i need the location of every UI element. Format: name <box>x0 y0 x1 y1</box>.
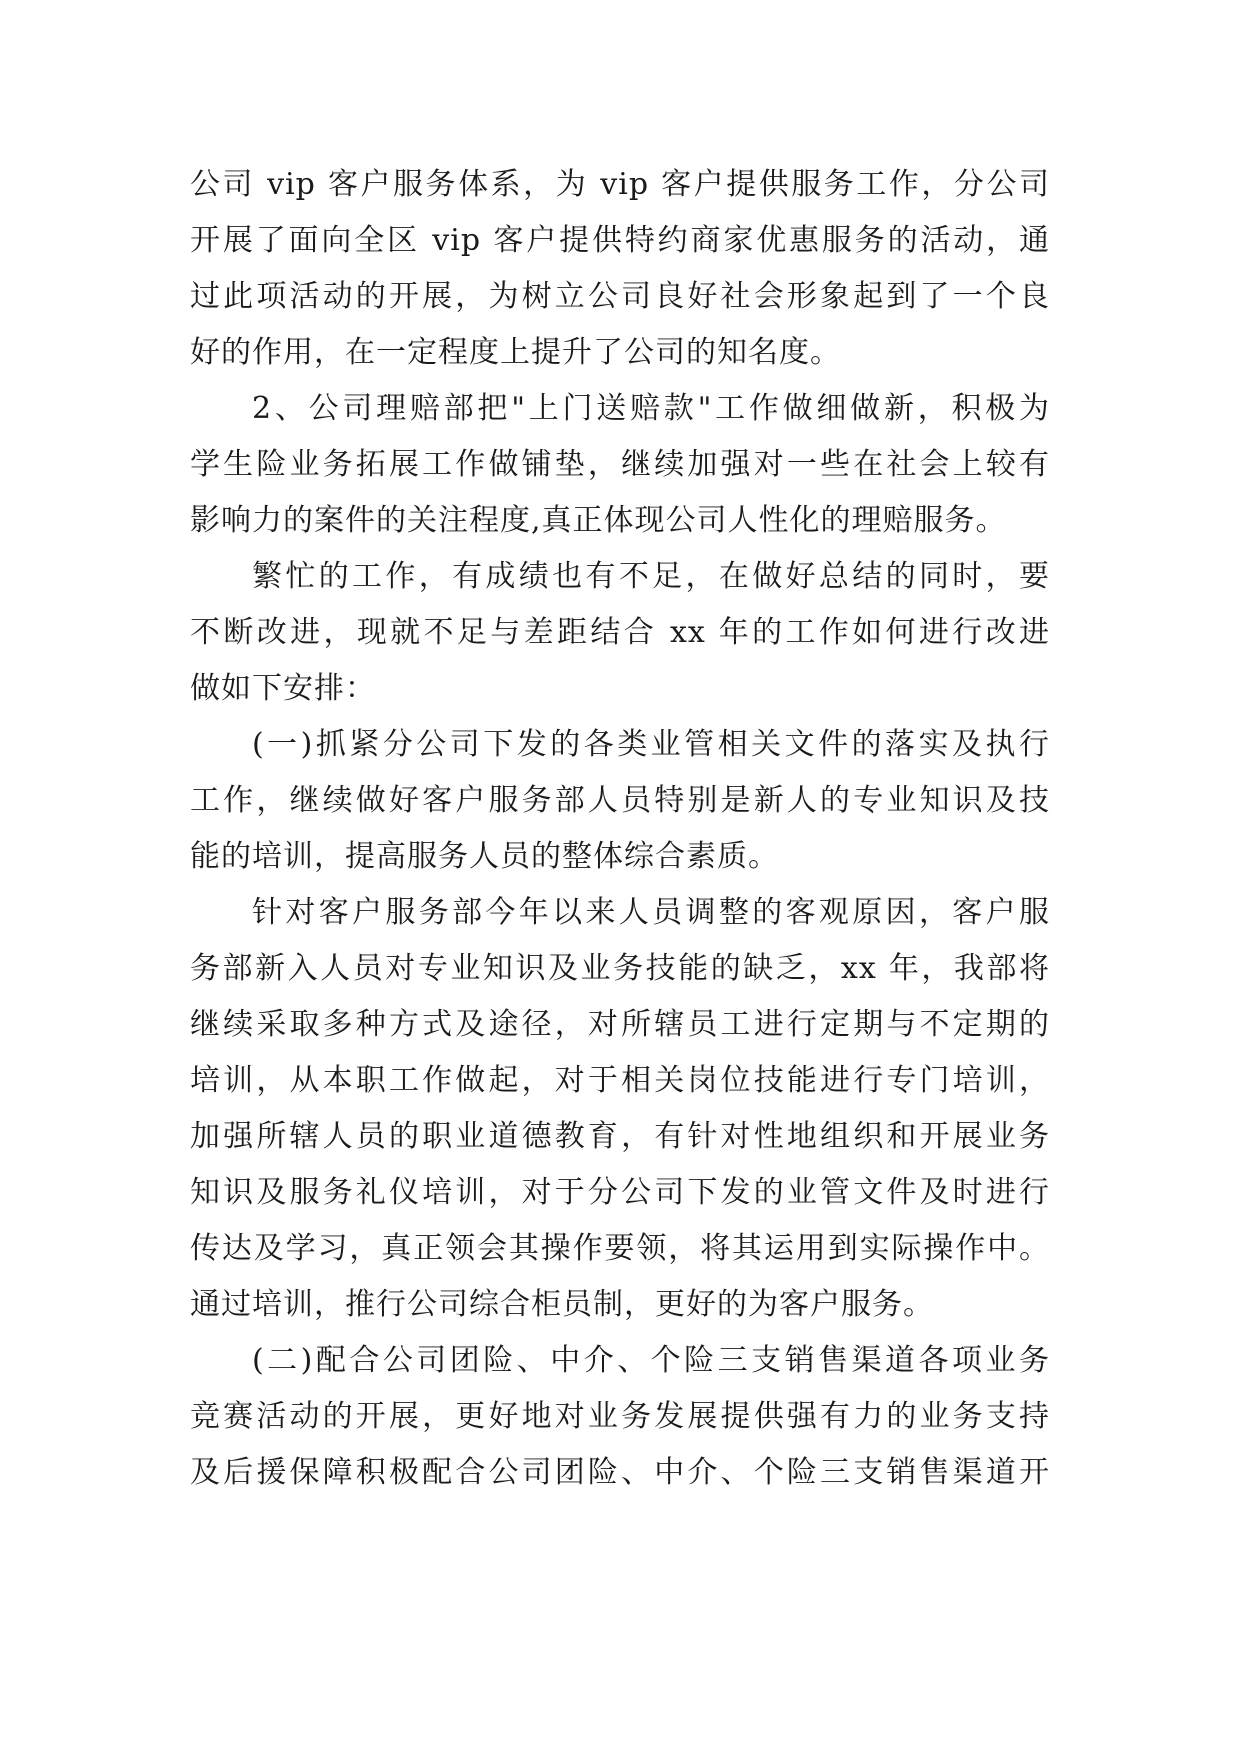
text-line: 公司 vip 客户服务体系，为 vip 客户提供服务工作，分公司 <box>190 167 1050 202</box>
text-line: 继续采取多种方式及途径，对所辖员工进行定期与不定期的 <box>190 1007 1050 1042</box>
paragraph-first-line: 2、公司理赔部把"上门送赔款"工作做细做新，积极为 <box>252 391 1050 426</box>
text-line: 务部新入人员对专业知识及业务技能的缺乏，xx 年，我部将 <box>190 951 1050 986</box>
text-line: 影响力的案件的关注程度,真正体现公司人性化的理赔服务。 <box>190 503 1007 538</box>
section-heading-2: (二)配合公司团险、中介、个险三支销售渠道各项业务 <box>252 1343 1050 1378</box>
text-line: 好的作用，在一定程度上提升了公司的知名度。 <box>190 335 841 370</box>
text-line: 过此项活动的开展，为树立公司良好社会形象起到了一个良 <box>190 279 1050 314</box>
section-heading-1: (一)抓紧分公司下发的各类业管相关文件的落实及执行 <box>252 727 1050 762</box>
paragraph-first-line: 针对客户服务部今年以来人员调整的客观原因，客户服 <box>252 895 1050 930</box>
text-line: 传达及学习，真正领会其操作要领，将其运用到实际操作中。 <box>190 1231 1050 1266</box>
text-line: 培训，从本职工作做起，对于相关岗位技能进行专门培训， <box>190 1063 1050 1098</box>
text-line: 通过培训，推行公司综合柜员制，更好的为客户服务。 <box>190 1287 934 1322</box>
text-line: 知识及服务礼仪培训，对于分公司下发的业管文件及时进行 <box>190 1175 1050 1210</box>
text-line: 做如下安排： <box>190 671 376 706</box>
text-line: 能的培训，提高服务人员的整体综合素质。 <box>190 839 779 874</box>
text-line: 及后援保障积极配合公司团险、中介、个险三支销售渠道开 <box>190 1455 1050 1490</box>
text-line: 开展了面向全区 vip 客户提供特约商家优惠服务的活动，通 <box>190 223 1050 258</box>
text-line: 不断改进，现就不足与差距结合 xx 年的工作如何进行改进 <box>190 615 1050 650</box>
text-line: 加强所辖人员的职业道德教育，有针对性地组织和开展业务 <box>190 1119 1050 1154</box>
text-line: 学生险业务拓展工作做铺垫，继续加强对一些在社会上较有 <box>190 447 1050 482</box>
paragraph-first-line: 繁忙的工作，有成绩也有不足，在做好总结的同时，要 <box>252 559 1050 594</box>
text-line: 竞赛活动的开展，更好地对业务发展提供强有力的业务支持 <box>190 1399 1050 1434</box>
text-line: 工作，继续做好客户服务部人员特别是新人的专业知识及技 <box>190 783 1050 818</box>
